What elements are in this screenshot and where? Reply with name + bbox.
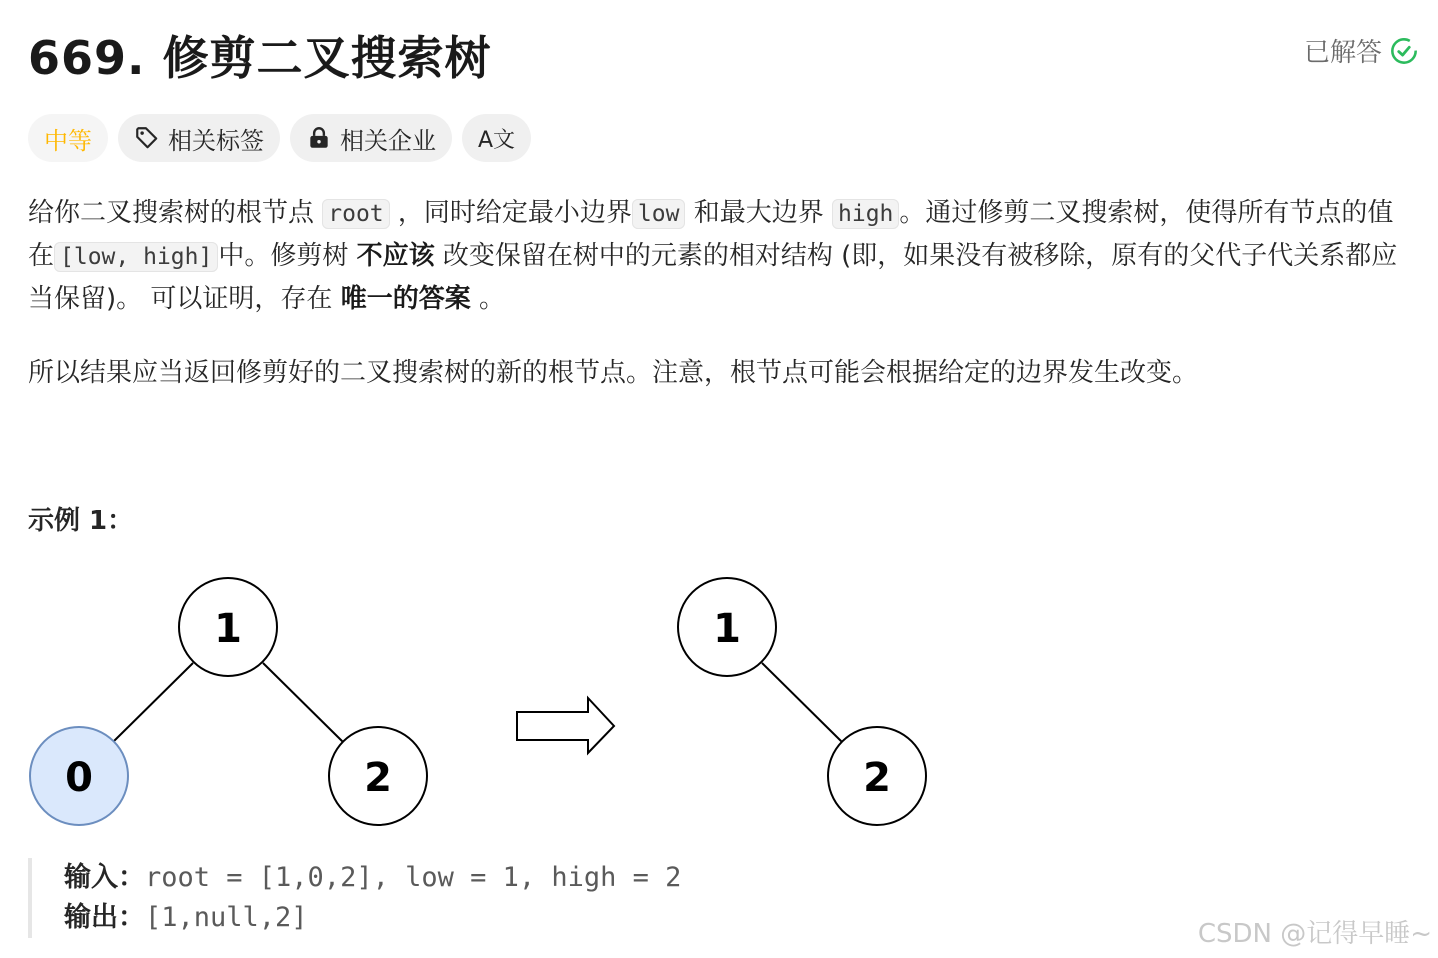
bold-text: 不应该 [356, 241, 435, 271]
related-tags-button[interactable] [118, 114, 280, 162]
translate-button[interactable] [462, 114, 531, 162]
text-segment: 。通过修剪二叉搜索树，使得所有节点的值在 [28, 198, 1394, 271]
inline-code: low [632, 199, 686, 229]
text-segment: 给你二叉搜索树的根节点 [28, 198, 323, 228]
text-segment: 。 [470, 284, 505, 314]
input-value: root = [1,0,2], low = 1, high = 2 [145, 862, 682, 893]
before-tree [30, 578, 427, 825]
example-title: 示例 1： [28, 506, 134, 536]
translate-icon: A文 [478, 127, 516, 153]
after-tree [678, 578, 926, 825]
bold-text: 唯一的答案 [340, 284, 471, 314]
difficulty-badge[interactable]: 中等 [28, 114, 108, 162]
tag-bar [28, 114, 531, 162]
example-input-line [64, 858, 681, 898]
output-label: 输出： [64, 902, 145, 933]
related-companies-button[interactable] [290, 114, 452, 162]
example-output-line [64, 898, 681, 938]
output-value: [1,null,2] [145, 902, 308, 933]
text-segment: 中。修剪树 [218, 241, 357, 271]
inline-code: root [322, 199, 389, 229]
text-segment: 和最大边界 [685, 198, 832, 228]
edge-after-1-2 [762, 663, 842, 742]
related-tags-label: 相关标签 [168, 126, 264, 155]
description-paragraph-2: 所以结果应当返回修剪好的二叉搜索树的新的根节点。注意，根节点可能会根据给定的边界发生改变。 [28, 358, 1199, 388]
check-circle-icon [1390, 37, 1418, 65]
text-segment: ，同时给定最小边界 [389, 198, 632, 228]
tree-node-removed-label: 0 [65, 755, 93, 801]
tree-node-right-label: 2 [364, 755, 392, 801]
solved-label: 已解答 [1303, 38, 1382, 68]
tree-node-root-label: 1 [214, 606, 242, 652]
arrow-right-icon [517, 698, 614, 753]
text-segment: 改变保留在树中的元素的相对结构 (即，如果没有被移除，原有的父代子代关系都应当保留)。 可以证明，存在 [28, 241, 1398, 314]
tag-icon [134, 125, 160, 151]
inline-code: high [832, 199, 899, 229]
trim-tree-diagram [0, 560, 960, 835]
tree-node-new-root-label: 1 [713, 606, 741, 652]
related-companies-label: 相关企业 [340, 126, 436, 155]
tree-node-new-right-label: 2 [863, 755, 891, 801]
edge-1-2 [263, 663, 343, 742]
solved-status [1304, 32, 1418, 69]
problem-description [28, 192, 1418, 394]
edge-1-0 [113, 663, 193, 742]
example-io-block [28, 858, 681, 938]
input-label: 输入： [64, 862, 145, 893]
lock-icon [306, 125, 332, 151]
description-paragraph-1 [28, 192, 1418, 320]
inline-code: [low, high] [54, 242, 218, 272]
watermark: CSDN @记得早睡~ [1197, 919, 1432, 949]
problem-title: 669. 修剪二叉搜索树 [28, 31, 492, 85]
